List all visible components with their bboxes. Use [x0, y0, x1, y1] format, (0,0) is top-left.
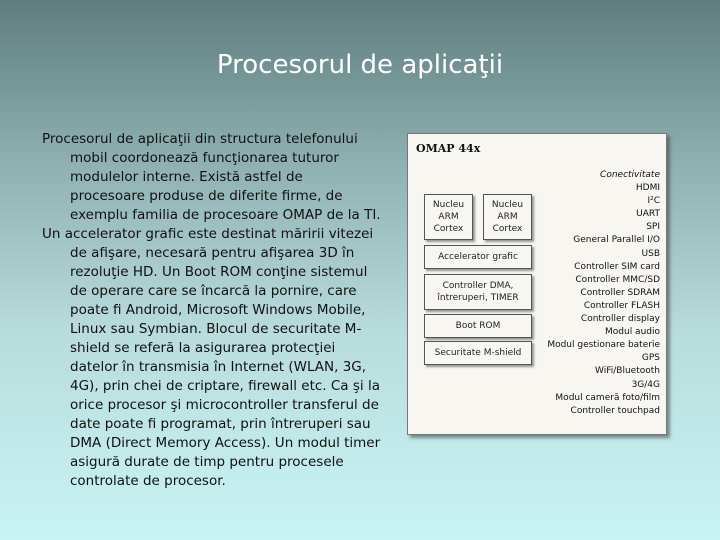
connectivity-item: Modul audio: [605, 327, 660, 338]
paragraph-details: Un accelerator grafic este destinat măririi vitezei de afişare, necesară pentru afişarea 3D în rezoluţie HD. Un Boot ROM conţine sistemul de operare care se încarcă la pornire, care poate fi Android, Microsoft Windows Mobile, Linux sau Symbian. Blocul de securitate M-shield se referă la asigurarea protecţiei datelor în transmisia în Internet (WLAN, 3G, 4G), prin chei de criptare, firewall etc. Ca şi la orice procesor şi microcontroller transferul de date poate fi programat, prin întreruperi sau DMA (Direct Memory Access). Un modul timer asigură durate de timp pentru procesele controlate de procesor.: [42, 226, 381, 489]
connectivity-item: Controller touchpad: [570, 405, 660, 416]
connectivity-item: Modul gestionare baterie: [547, 340, 660, 351]
connectivity-list: [547, 169, 660, 418]
diagram-title: OMAP 44x: [416, 142, 481, 155]
security-mshield-box: Securitate M-shield: [424, 341, 532, 365]
connectivity-item: Modul cameră foto/film: [555, 392, 660, 403]
connectivity-item: GPS: [641, 353, 660, 364]
connectivity-item: General Parallel I/O: [573, 235, 660, 246]
body-text: [42, 130, 382, 491]
connectivity-item: HDMI: [635, 183, 660, 194]
connectivity-item: Controller display: [580, 314, 660, 325]
boot-rom-box: Boot ROM: [424, 314, 532, 338]
connectivity-item: UART: [636, 209, 660, 220]
dma-controller-box: Controller DMA, întreruperi, TIMER: [424, 274, 532, 310]
connectivity-item: USB: [641, 248, 660, 259]
slide-title: Procesorul de aplicaţii: [216, 50, 504, 80]
arm-core-2-box: Nucleu ARM Cortex: [483, 194, 532, 240]
graphics-accelerator-box: Accelerator grafic: [424, 245, 532, 269]
connectivity-item: 3G/4G: [631, 379, 660, 390]
connectivity-heading: Conectivitate: [600, 170, 660, 180]
omap-diagram: [407, 133, 667, 435]
connectivity-item: Controller MMC/SD: [575, 274, 660, 285]
connectivity-item: Controller SIM card: [574, 261, 660, 272]
connectivity-item: WiFi/Bluetooth: [595, 366, 660, 377]
arm-core-1-box: Nucleu ARM Cortex: [424, 194, 473, 240]
connectivity-item: Controller SDRAM: [580, 287, 660, 298]
connectivity-item: SPI: [646, 222, 660, 233]
connectivity-item: I²C: [647, 196, 660, 207]
connectivity-item: Controller FLASH: [583, 300, 660, 311]
paragraph-intro: Procesorul de aplicaţii din structura telefonului mobil coordonează funcţionarea tuturor modulelor interne. Există astfel de procesoare produse de diferite firme, de exemplu familia de procesoare OMAP de la TI.: [42, 131, 381, 223]
